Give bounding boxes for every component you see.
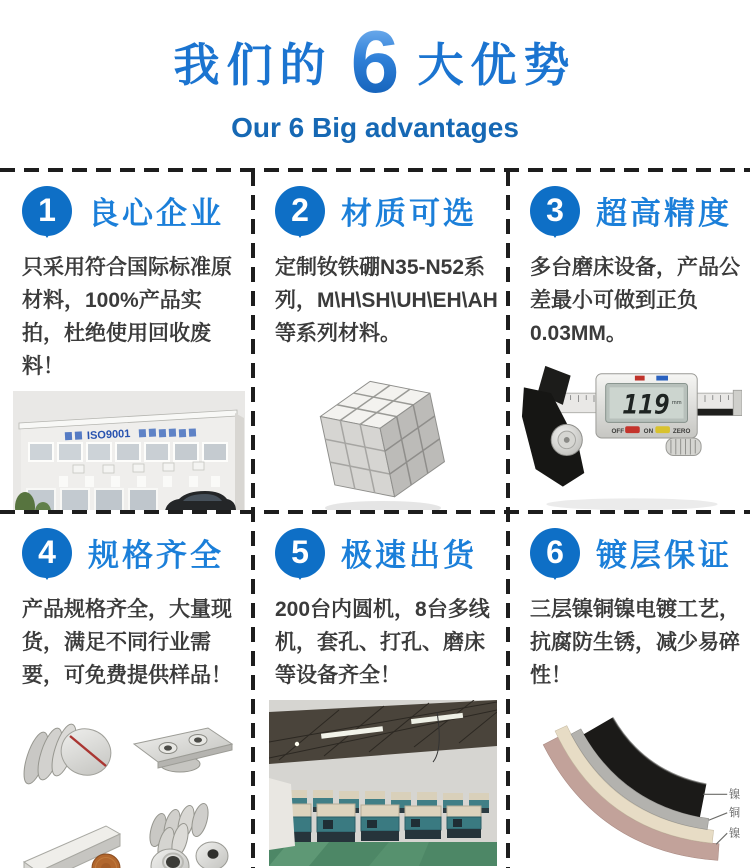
page-title	[0, 12, 750, 111]
measured-magnet	[551, 424, 582, 455]
page-subtitle: Our 6 Big advantages	[231, 111, 519, 143]
upper-windows	[29, 443, 227, 461]
dashed-divider-col2	[506, 171, 510, 868]
off-button	[625, 426, 640, 433]
card-number: 5	[291, 534, 309, 571]
dashed-divider-col1	[251, 171, 255, 868]
bar-magnet-coin	[24, 826, 120, 867]
thumb-grip	[666, 438, 701, 456]
card-description: 200台内圆机，8台多线机，套孔、打孔、磨床等设备齐全！	[275, 597, 490, 687]
card-title: 极速出货	[341, 538, 477, 574]
zero-button	[655, 426, 670, 433]
workshop-illustration	[269, 700, 497, 866]
nickel-label-top: 镍	[729, 789, 741, 802]
lcd-reading: 119	[622, 390, 670, 421]
disc-stack	[19, 722, 117, 787]
advantage-card-2	[253, 168, 508, 510]
card-number: 1	[38, 192, 56, 229]
coating-layers-illustration	[520, 700, 742, 867]
card-description: 只采用符合国际标准原材料，100%产品实拍，杜绝使用回收废料！	[22, 255, 232, 379]
nickel-label-bottom: 镍	[729, 827, 741, 840]
card-description: 定制钕铁硼N35-N52系列，M\H\SH\UH\EH\AH等系列材料。	[275, 255, 498, 345]
advantage-card-6	[508, 510, 750, 868]
dashed-divider-top	[0, 168, 750, 172]
iso-sign-text: ISO9001	[86, 428, 131, 443]
foreground-object	[269, 778, 295, 850]
magnet-cube-illustration	[283, 358, 483, 509]
title-suffix: 大优势	[417, 38, 577, 91]
card-description: 产品规格齐全，大量现货，满足不同行业需要，可免费提供样品！	[22, 597, 232, 687]
magnet-samples-illustration	[14, 700, 244, 867]
number-pin-icon	[530, 528, 580, 578]
number-pin-icon	[275, 528, 325, 578]
dashed-divider-middle	[0, 510, 750, 514]
countersunk-plate	[134, 728, 232, 772]
title-big-number: 6	[343, 20, 408, 104]
digital-caliper-photo	[520, 358, 742, 509]
ring-magnets	[146, 802, 227, 868]
number-pin-icon	[22, 186, 72, 236]
off-label: OFF	[611, 428, 625, 436]
coating-layers-photo	[520, 700, 742, 867]
advantage-card-3	[508, 168, 750, 510]
magnet-samples-photo	[12, 700, 245, 867]
card-title: 良心企业	[88, 196, 224, 232]
card-number: 6	[546, 534, 564, 571]
caliper-illustration	[520, 358, 742, 509]
factory-illustration	[13, 391, 245, 509]
card-description: 多台磨床设备，产品公差最小可做到正负0.03MM。	[530, 255, 740, 345]
number-pin-icon	[22, 528, 72, 578]
workshop-photo	[265, 700, 500, 866]
copper-label: 铜	[729, 807, 741, 820]
card-number: 3	[546, 192, 564, 229]
number-pin-icon	[275, 186, 325, 236]
card-description: 三层镍铜镍电镀工艺，抗腐防生锈，减少易碎性！	[530, 597, 740, 687]
card-number: 4	[38, 534, 56, 571]
title-prefix: 我们的	[173, 38, 333, 91]
advantage-card-4	[0, 510, 253, 868]
card-title: 镀层保证	[596, 538, 732, 574]
card-title: 超高精度	[596, 196, 732, 232]
number-pin-icon	[530, 186, 580, 236]
card-title: 规格齐全	[88, 538, 224, 574]
lcd-unit: mm	[671, 400, 682, 407]
on-label: ON	[643, 428, 654, 436]
zero-label: ZERO	[672, 428, 691, 436]
card-title: 材质可选	[341, 196, 477, 232]
advantage-card-1	[0, 168, 253, 510]
page-header	[0, 0, 750, 144]
advantage-card-5	[253, 510, 508, 868]
machine-row-near	[273, 804, 481, 842]
factory-building-photo	[12, 391, 245, 509]
card-number: 2	[291, 192, 309, 229]
advantages-grid	[0, 168, 750, 868]
magnet-cube-photo	[265, 358, 500, 509]
